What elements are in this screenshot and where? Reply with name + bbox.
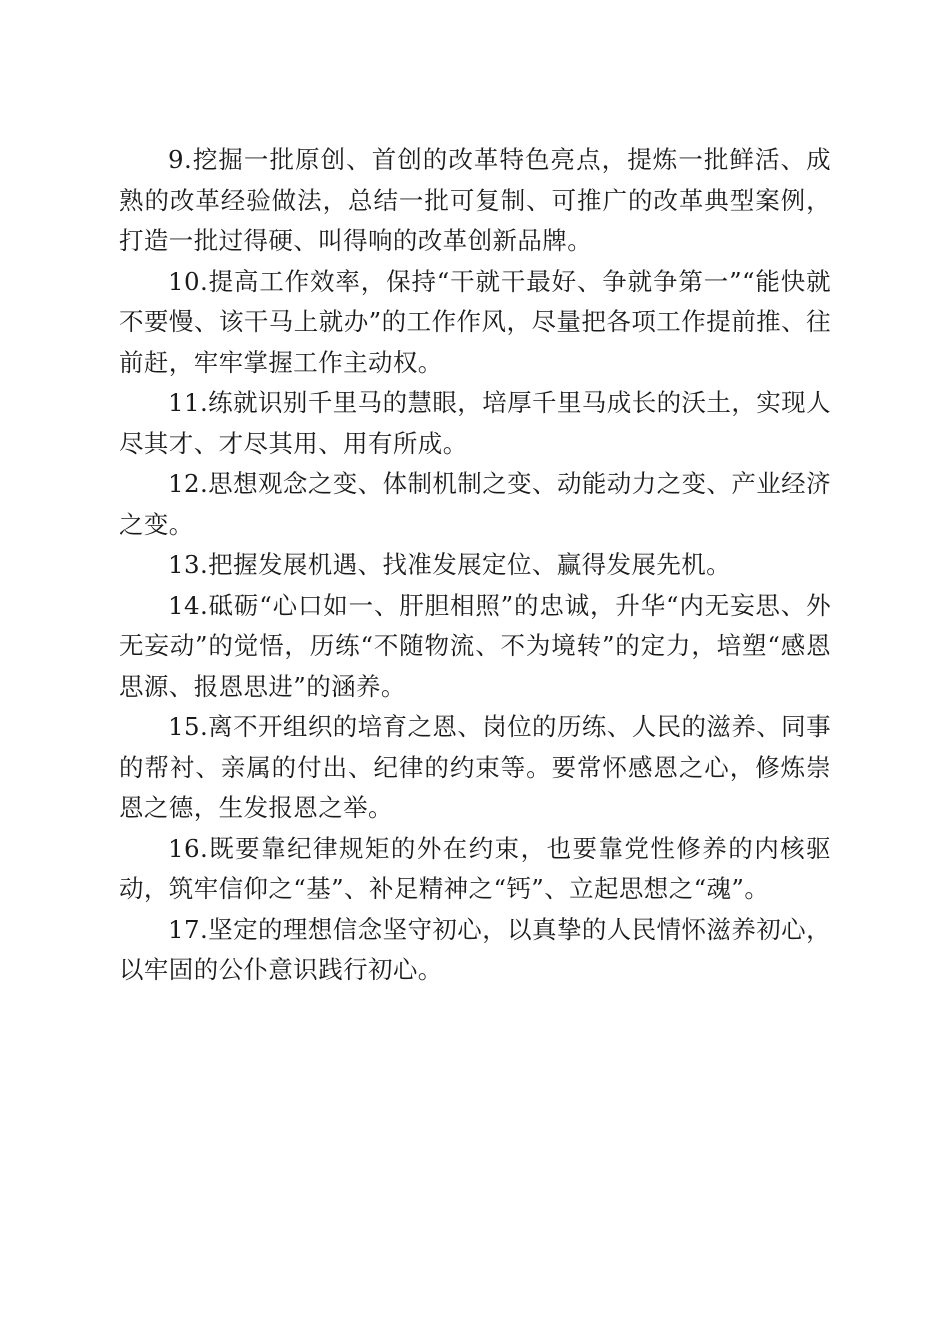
paragraph-12: 12.思想观念之变、体制机制之变、动能动力之变、产业经济之变。 (119, 469, 831, 539)
paragraph-13: 13.把握发展机遇、找准发展定位、赢得发展先机。 (168, 550, 732, 579)
paragraph-10: 10.提高工作效率，保持“干就干最好、争就争第一”“能快就不要慢、该干马上就办”的工作作风，尽量把各项工作提前推、往前赶，牢牢掌握工作主动权。 (119, 266, 831, 377)
paragraph-9: 9.挖掘一批原创、首创的改革特色亮点，提炼一批鲜活、成熟的改革经验做法，总结一批可复制、可推广的改革典型案例，打造一批过得硬、叫得响的改革创新品牌。 (119, 145, 831, 255)
paragraph-14: 14.砥砺“心口如一、肝胆相照”的忠诚，升华“内无妄思、外无妄动”的觉悟，历练“不随物流、不为境转”的定力，培塑“感恩思源、报恩思进”的涵养。 (119, 590, 831, 701)
paragraph-17: 17.坚定的理想信念坚守初心，以真挚的人民情怀滋养初心，以牢固的公仆意识践行初心。 (119, 914, 831, 984)
paragraph-16: 16.既要靠纪律规矩的外在约束，也要靠党性修养的内核驱动，筑牢信仰之“基”、补足精神之“钙”、立起思想之“魂”。 (119, 833, 831, 903)
document-body (119, 140, 831, 991)
paragraph-11: 11.练就识别千里马的慧眼，培厚千里马成长的沃土，实现人尽其才、才尽其用、用有所成。 (119, 388, 831, 458)
paragraph-15: 15.离不开组织的培育之恩、岗位的历练、人民的滋养、同事的帮衬、亲属的付出、纪律的约束等。要常怀感恩之心，修炼崇恩之德，生发报恩之举。 (119, 712, 831, 822)
